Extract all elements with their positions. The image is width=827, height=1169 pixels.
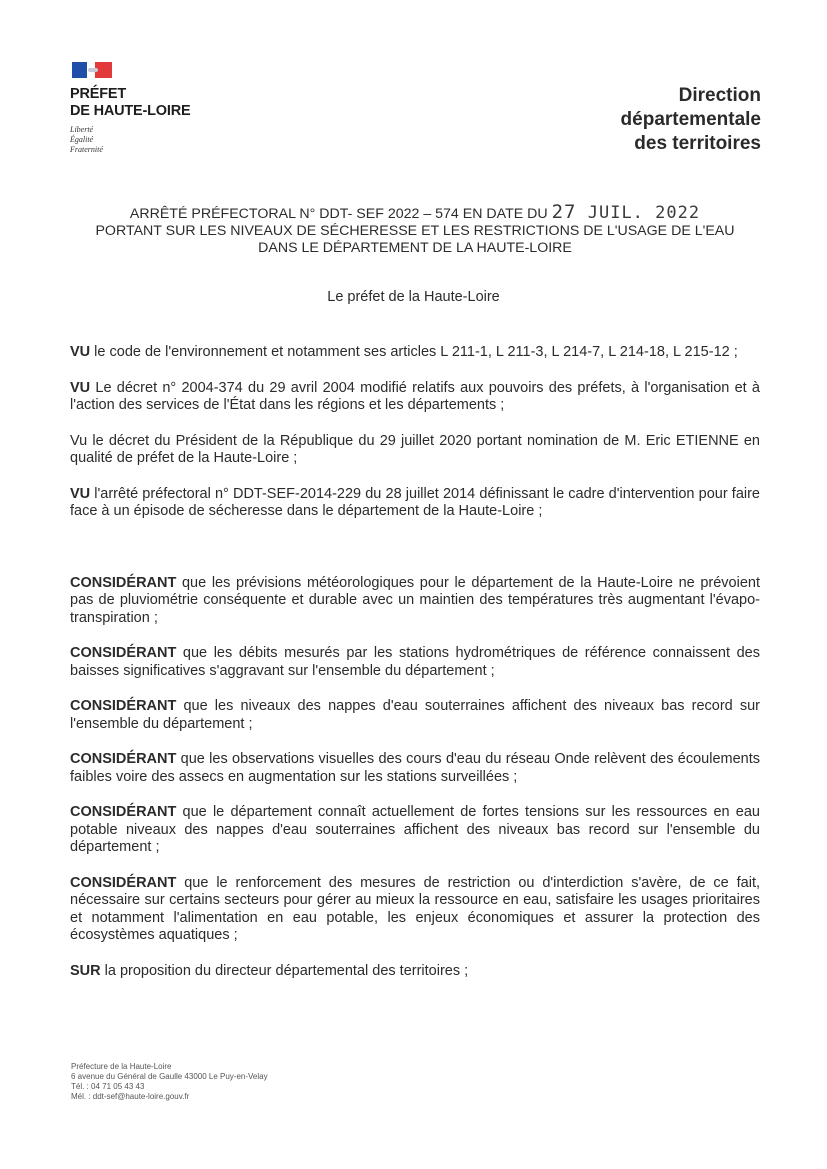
prefet-logo xyxy=(70,62,230,155)
paragraph-considerant-4 xyxy=(70,751,760,786)
title-line2: PORTANT SUR LES NIVEAUX DE SÉCHERESSE ET LES RESTRICTIONS DE L'USAGE DE L'EAU xyxy=(95,223,735,239)
footer-line-phone: Tél. : 04 71 05 43 43 xyxy=(71,1082,145,1091)
paragraph-text: que les prévisions météorologiques pour le département de la Haute-Loire ne prévoient pas de pluviométrie conséquente et durable avec un maintien des températures très augmentant l'évapo-transpiration ; xyxy=(70,574,760,626)
paragraph-keyword: VU xyxy=(70,379,91,396)
paragraph-sur xyxy=(70,963,760,981)
paragraph-keyword: SUR xyxy=(70,962,101,979)
prefet-line: Le préfet de la Haute-Loire xyxy=(327,289,500,305)
arrete-title xyxy=(60,201,770,257)
logo-text xyxy=(70,86,230,120)
paragraph-keyword: CONSIDÉRANT xyxy=(70,874,177,891)
paragraph-text: que les observations visuelles des cours d'eau du réseau Onde relèvent des écoulements faibles voire des assecs en augmentation sur les stations surveillées ; xyxy=(70,751,760,785)
paragraph-vu-2 xyxy=(70,380,760,415)
paragraph-keyword: CONSIDÉRANT xyxy=(70,698,177,714)
paragraph-text: que les débits mesurés par les stations hydrométriques de référence connaissent des baisses significatives s'aggravant sur l'ensemble du département ; xyxy=(70,645,760,679)
devise-fraternite: Fraternité xyxy=(70,145,103,154)
paragraph-text: l'arrêté préfectoral n° DDT-SEF-2014-229 du 28 juillet 2014 définissant le cadre d'intervention pour faire face à un épisode de sécheresse dans le département de la Haute-Loire ; xyxy=(70,485,760,519)
devise-liberte: Liberté xyxy=(70,125,94,134)
direction-heading xyxy=(621,84,761,156)
paragraph-considerant-1 xyxy=(70,575,760,628)
paragraph-considerant-2 xyxy=(70,645,760,680)
paragraph-text: la proposition du directeur départemental des territoires ; xyxy=(100,962,469,979)
paragraph-text: que le renforcement des mesures de restriction ou d'interdiction s'avère, de ce fait, nécessaire sur certains secteurs pour gérer au mieux la ressource en eau, satisfaire les usages prioritaires et notamment l'alimentation en eau potable, les enjeux économiques et assurer la protection des écosystèmes aquatiques ; xyxy=(70,874,760,943)
paragraph-considerant-3 xyxy=(70,698,760,733)
paragraph-keyword: CONSIDÉRANT xyxy=(70,574,177,591)
paragraph-keyword: CONSIDÉRANT xyxy=(70,804,177,820)
logo-line1: PRÉFET xyxy=(70,86,126,102)
title-line1-prefix: ARRÊTÉ PRÉFECTORAL N° DDT- SEF 2022 – 574 EN DATE DU xyxy=(129,206,548,222)
paragraph-vu-3 xyxy=(70,433,760,468)
footer-line-name: Préfecture de la Haute-Loire xyxy=(71,1062,172,1071)
direction-line1: Direction xyxy=(678,85,761,106)
paragraph-text: que le département connaît actuellement de fortes tensions sur les ressources en eau potable niveaux des nappes d'eau souterraines affichent des niveaux bas record sur l'ensemble du département ; xyxy=(70,804,760,855)
date-stamp-day: 27 xyxy=(551,201,577,223)
logo-line2: DE HAUTE-LOIRE xyxy=(70,103,191,119)
direction-line2: départementale xyxy=(620,109,761,130)
paragraph-text: Vu le décret du Président de la République du 29 juillet 2020 portant nomination de M. Eric ETIENNE en qualité de préfet de la Haute-Loire ; xyxy=(70,432,760,466)
title-line3: DANS LE DÉPARTEMENT DE LA HAUTE-LOIRE xyxy=(258,240,572,256)
devise-egalite: Égalité xyxy=(70,135,94,144)
paragraph-keyword: CONSIDÉRANT xyxy=(70,645,177,661)
paragraph-text: que les niveaux des nappes d'eau souterraines affichent des niveaux bas record sur l'ensemble du département ; xyxy=(70,698,760,732)
footer-line-address: 6 avenue du Général de Gaulle 43000 Le Puy-en-Velay xyxy=(71,1072,268,1081)
paragraph-considerant-5 xyxy=(70,804,760,857)
date-stamp xyxy=(552,203,701,223)
paragraph-vu-1 xyxy=(70,344,760,362)
paragraph-keyword: VU xyxy=(70,485,91,502)
footer-address xyxy=(71,1062,268,1102)
document-body xyxy=(70,344,760,998)
title-line1 xyxy=(60,201,770,223)
direction-line3: des territoires xyxy=(634,133,761,154)
date-stamp-rest: JUIL. 2022 xyxy=(587,203,701,223)
paragraph-text: le code de l'environnement et notamment ses articles L 211-1, L 211-3, L 214-7, L 214-18, L 215-12 ; xyxy=(90,344,738,360)
paragraph-considerant-6 xyxy=(70,875,760,945)
paragraph-keyword: CONSIDÉRANT xyxy=(70,751,177,767)
paragraph-keyword: VU xyxy=(70,344,91,360)
paragraph-vu-4 xyxy=(70,486,760,521)
paragraph-text: Le décret n° 2004-374 du 29 avril 2004 modifié relatifs aux pouvoirs des préfets, à l'organisation et à l'action des services de l'État dans les régions et les départements ; xyxy=(70,379,760,413)
marianne-flag-icon xyxy=(72,62,112,78)
devise xyxy=(70,125,230,155)
footer-line-email: Mél. : ddt-sef@haute-loire.gouv.fr xyxy=(71,1092,190,1101)
